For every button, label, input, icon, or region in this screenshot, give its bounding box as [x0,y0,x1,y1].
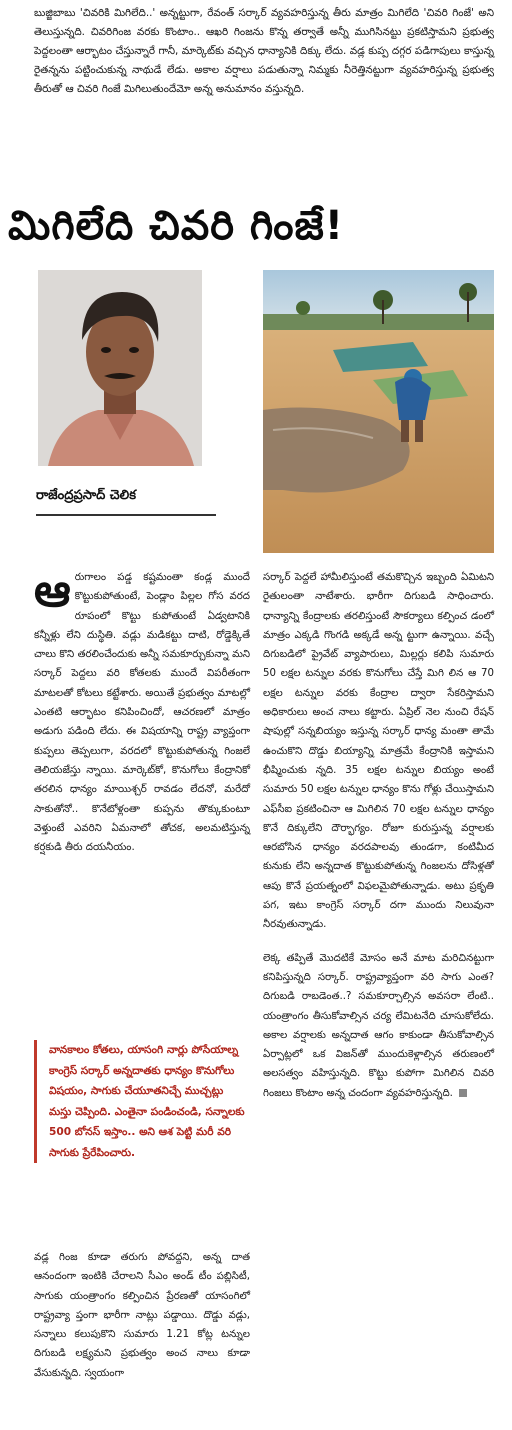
headline: మిగిలేది చివరి గింజే! [8,203,344,249]
dropcap: ఆ [34,563,71,617]
byline-author: రాజేంద్రప్రసాద్ చెలిక [36,488,136,503]
byline-divider [36,514,216,516]
end-mark-icon [459,1089,467,1097]
author-portrait-image [38,270,202,466]
intro-paragraph: బుజ్జిబాబు 'చివరికి మిగిలేది..' అన్నట్టుగా, రేవంత్ సర్కార్ వ్యవహరిస్తున్న తీరు మాత్రం మిగిలేది 'చివరి గింజే' అని తెలుస్తున్నది. చివరిగింజ వరకు కొంటాం.. ఆఖరి గింజను కొన్న తర్వాతే అన్నీ ముగిసినట్టు ప్రకటిస్తామని ప్రభుత్వ పెద్దలంతా ఆర్భాటం చేస్తున్నారే గానీ, మార్కెట్‌కు వచ్చిన ధాన్యానికి దిక్కు లేదు. వడ్ల కుప్ప దగ్గర పడిగాపులు కాస్తున్న రైతన్నను పట్టించుకున్న నాథుడే లేడు. అకాల వర్షాలు పడుతున్నా నిమ్మకు నీరెత్తినట్టుగా వ్యవహరిస్తున్న ప్రభుత్వ తీరుతో ఆ చివరి గింజే మిగిలుతుందేమో అన్న అనుమానం వస్తున్నది. [34,7,494,95]
pull-quote: వానకాలం కోతలు, యాసంగి నార్లు పోసేయాల్న కాంగ్రెస్ సర్కార్ అన్నదాతకు ధాన్యం కొనుగోలు విషయం, సాగుకు చేయూతనిచ్చే ముచ్చట్లు మస్తు చెప్పింది. ఎంతైనా పండించండి, సన్నాలకు 500 బోనస్ ఇస్తాం.. అని ఆశ పెట్టి మరీ వరి సాగుకు ప్రేరేపించారు. [34,1040,248,1163]
right-column-paragraph-2 [263,949,494,1103]
right-column-paragraph-1: సర్కార్ పెద్దలే హామీలిస్తుంటే తమకొచ్చిన ఇబ్బంది ఏమిటని రైతులంతా నాటేశారు. భారీగా దిగుబడి సాధించారు. ధాన్యాన్ని కేంద్రాలకు తరలిస్తుంటే సౌకర్యాలు కల్పించ డంలో మాత్రం ఎక్కడి గొంగడి అక్కడే అన్న ట్టుగా ఉన్నాయి. వచ్చే దిగుబడిలో ప్రైవేట్ వ్యాపారులు, మిల్లర్లు కలిపి సుమారు 50 లక్షల టన్నుల వరకు కొనుగోలు చేస్తే మిగి లిన ఆ 70 లక్షల టన్నుల వరకు కేంద్రాల ద్వారా సేకరిస్తామని అధికారులు అంచ నాలు కట్టారు. ఏప్రిల్ నెల నుంచి రేషన్ షాపుల్లో సన్నబియ్యం ఇస్తున్న సర్కార్ ధాన్య మంతా తామే ఉంచుకొని దొడ్డు బియ్యాన్ని మాత్రమే కేంద్రానికి ఇస్తామని భీష్మించుకు న్నది. 35 లక్షల టన్నుల బియ్యం అంటే సుమారు 50 లక్షల టన్నుల ధాన్యం కొను గోళ్లు చేయిస్తామని ఎఫ్‌సీఐ ప్రకటించినా ఆ మిగిలిన 70 లక్షల టన్నుల ధాన్యం కొనే దిక్కులేని దౌర్భాగ్యం. రోజూ కురుస్తున్న వర్షాలకు ఆరబోసిన ధాన్యం వరదపాలవు తుండగా, కంటిమీద కునుకు లేని అన్నదాత కొట్టుకుపోతున్న గింజలను దోసిళ్లతో ఆపు కొనే ప్రయత్నంలో విఫలమైపోతున్నాడు. అటు ప్రకృతి పగ, ఇటు కాంగ్రెస్ సర్కార్ దగా ముందు నిలువునా నీరవుతున్నాడు. [263,572,494,931]
field-photo-image [263,270,494,553]
author-portrait [38,270,202,466]
right-column-paragraph-2-text: లెక్క తప్పితే మొదటికే మోసం అనే మాట మరిచినట్టుగా కనిపిస్తున్నది సర్కార్. రాష్ట్రవ్యాప్తంగా వరి సాగు ఎంత? దిగుబడి రాబడెంత..? సమకూర్చాల్సిన అవసరా లేంటి.. యంత్రాంగం తీసుకోవాల్సిన చర్య లేమిటనేది చూసుకోలేదు. అకాల వర్షాలకు అన్నదాత ఆగం కాకుండా తీసుకోవాల్సిన ఏర్పాట్లలో ఒక విజన్‌తో ముందుకెళ్లాల్సిన తరుణంలో అలసత్వం వహిస్తున్నది. కొట్టు కుపోగా మిగిలిన చివరి గింజలు కొంటాం అన్న చందంగా వ్యవహరిస్తున్నది. [263,952,494,1099]
field-photo [263,270,494,553]
article-column-left-continued: వడ్ల గింజ కూడా తరుగు పోవద్దని, అన్న దాత ఆనందంగా ఇంటికి చేరాలని సీఎం అండ్ టీం పబ్లిసిటీ, సాగుకు యంత్రాంగం కల్పించిన ప్రేరణతో యాసంగిలో రాష్ట్రవ్యా ప్తంగా భారీగా నాట్లు పడ్డాయి. దొడ్డు వడ్లు, సన్నాలు కలుపుకొని సుమారు 1.21 కోట్ల టన్నుల దిగుబడి లక్ష్యమని ప్రభుత్వం అంచ నాలు కూడా వేసుకున్నది. స్వయంగా [34,1252,250,1379]
article-column-left [34,563,250,857]
left-column-text: రుగాలం పడ్డ కష్టమంతా కండ్ల ముందే కొట్టుకుపోతుంటే, పెండ్లాం పిల్లల గోస వరద రూపంలో కొట్టు కుపోతుంటే ఏడ్వటానికి కన్నీళ్లు లేని దుస్థితి. వడ్లు మడికట్టు దాటి, రోడ్డెక్కితే చాలు కొని తరలించేందుకు అన్నీ సమకూర్చుకున్నా మని సర్కార్ పెద్దలు వరి కోతలకు ముందే విపరీతంగా మాటలతో కోటలు కట్టేశారు. అయితే ప్రభుత్వం మాటల్లో ఎంతటి ఆర్భాటం కనిపించిందో, ఆచరణలో మాత్రం అడుగు పడింది లేదు. ఈ విషయాన్ని రాష్ట్ర వ్యాప్తంగా కుప్పలు తెప్పలుగా, వరదలో కొట్టుకుపోతున్న గింజలే తెలియజేస్తు న్నాయి. మార్కెట్‌కో, కొనుగోలు కేంద్రానికో తరలిన ధాన్యం మాయిశ్చర్ రావడం లేదనో, మరేదో సాకుతోనో.. కొనేటోళ్లంతా కుప్పను తొక్కుకుంటూ వెళ్తుంటే ఎవరిని ఏమనాలో తోచక, అలమటిస్తున్న కర్షకుడి తీరు దయనీయం. [34,572,250,854]
article-column-right [263,568,494,1117]
